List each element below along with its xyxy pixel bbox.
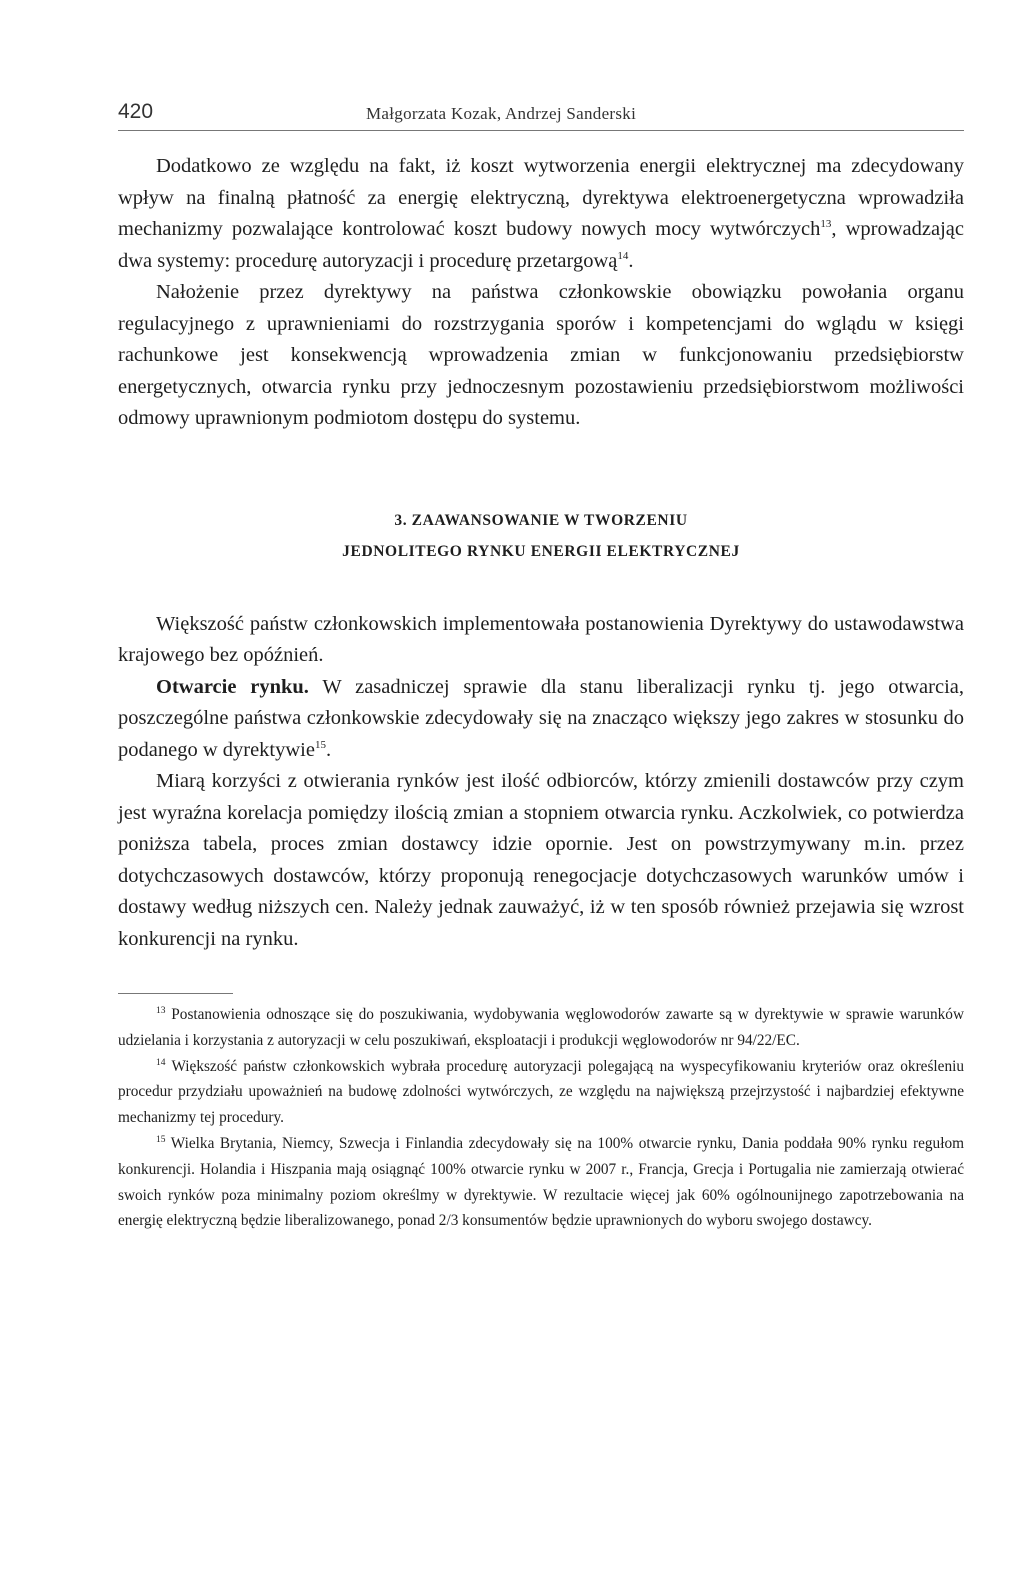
paragraph [118,151,964,277]
section-heading-line: 3. ZAAWANSOWANIE W TWORZENIU [394,511,688,529]
footnote-ref-14[interactable]: 14 [617,249,629,262]
paragraph-text: , wprowadzając dwa systemy: procedurę autoryzacji i procedurę przetargową [118,218,964,272]
section-2-text [118,151,964,435]
footnote-divider [118,993,233,994]
footnote-text: Postanowienia odnoszące się do poszukiwania, wydobywania węglowodorów zawarte są w dyrektywie w sprawie warunków udzielania i korzystania z autoryzacji w celu poszukiwań, eksploatacji i produkcji węglowodorów nr 94/22/EC. [118,1006,964,1049]
paragraph-text: . [628,249,634,272]
section-heading-line: JEDNOLITEGO RYNKU ENERGII ELEKTRYCZNEJ [342,542,740,560]
section-3-text [118,609,964,956]
footnote-ref-13[interactable]: 13 [820,218,832,231]
paragraph [118,672,964,767]
section-heading [118,505,964,567]
paragraph: Nałożenie przez dyrektywy na państwa członkowskie obowiązku powołania organu regulacyjnego z uprawnieniami do rozstrzygania sporów i kompetencjami do wglądu w księgi rachunkowe jest konsekwencją wprowadzenia zmian w funkcjonowaniu przedsiębiorstw energetycznych, otwarcia rynku przy jednoczesnym pozostawieniu przedsiębiorstwom możliwości odmowy uprawnionym podmiotom dostępu do systemu. [118,281,964,429]
footnote-text: Większość państw członkowskich wybrała procedurę autoryzacji polegającą na wyspecyfikowaniu kryteriów oraz określeniu procedur przydziału upoważnień na budowę zdolności wytwórczych, ze względu na największą przejrzystość i najbardziej efektywne mechanizmy tej procedury. [118,1057,964,1127]
book-page [118,96,964,1234]
paragraph-text: Dodatkowo ze względu na fakt, iż koszt wytworzenia energii elektrycznej ma zdecydowany wpływ na finalną płatność za energię elektryczną, dyrektywa elektroenergetyczna wprowadziła mechanizmy pozwalające kontrolować koszt budowy nowych mocy wytwórczych [118,155,964,240]
footnote-ref-15[interactable]: 15 [314,738,326,751]
footnote-14 [118,1054,964,1131]
paragraph-lead: Otwarcie rynku. [156,675,309,698]
footnote-text: Wielka Brytania, Niemcy, Szwecja i Finlandia zdecydowały się na 100% otwarcie rynku, Dania poddała 90% rynku regułom konkurencji. Holandia i Hiszpania mają osiągnąć 100% otwarcie rynku w 2007 r., Francja, Grecja i Portugalia nie zamierzają otwierać swoich rynków poza minimalny poziom określmy w dyrektywie. W rezultacie więcej jak 60% ogólnounijnego zapotrzebowania na energię elektryczną będzie liberalizowanego, ponad 2/3 konsumentów będzie uprawnionych do wyboru swojego dostawcy. [118,1134,964,1230]
footnote-15 [118,1131,964,1234]
footnote-number: 13 [156,1005,166,1016]
page-number: 420 [118,100,154,123]
paragraph-text: W zasadniczej sprawie dla stanu liberalizacji rynku tj. jego otwarcia, poszczególne państwa członkowskie zdecydowały się na znacząco większy jego zakres w stosunku do podanego w dyrektywie [118,675,964,761]
paragraph: Większość państw członkowskich implementowała postanowienia Dyrektywy do ustawodawstwa krajowego bez opóźnień. [118,612,964,666]
paragraph-text: . [325,738,332,761]
footnote-number: 14 [156,1057,166,1068]
running-head-authors: Małgorzata Kozak, Andrzej Sanderski [366,104,637,123]
paragraph: Miarą korzyści z otwierania rynków jest ilość odbiorców, którzy zmienili dostawców przy czym jest wyraźna korelacja pomiędzy ilością zmian a stopniem otwarcia rynku. Aczkolwiek, co potwierdza poniższa tabela, proces zmian dostawcy idzie opornie. Jest on powstrzymywany m.in. przez dotychczasowych dostawców, którzy proponują renegocjacje dotychczasowych warunków umów i dostawy według niższych cen. Należy jednak zauważyć, iż w ten sposób również przejawia się wzrost konkurencji na rynku. [118,770,964,950]
footnotes [118,1002,964,1234]
footnote-13 [118,1002,964,1054]
running-head [118,96,964,131]
footnote-number: 15 [156,1134,166,1145]
